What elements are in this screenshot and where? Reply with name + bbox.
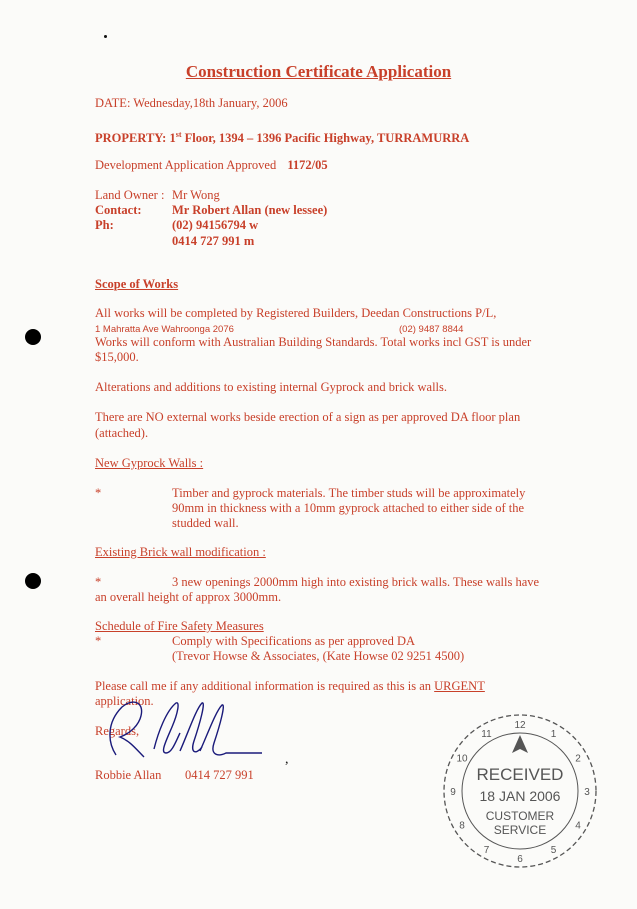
stamp-hour-8: 8 — [459, 820, 465, 832]
date-line: DATE: Wednesday,18th January, 2006 — [95, 96, 288, 110]
scope-line-4a: There are NO external works beside erection of a sign as per approved DA floor plan — [95, 410, 521, 424]
stamp-hour-7: 7 — [483, 845, 490, 856]
owner-value: Mr Wong — [172, 188, 220, 202]
da-line — [95, 158, 328, 173]
arrow-icon — [512, 735, 528, 753]
stamp-dept-2: SERVICE — [493, 823, 547, 837]
stamp-hour-10: 10 — [456, 753, 468, 765]
stamp-hour-4: 4 — [575, 820, 581, 832]
builder-address: 1 Mahratta Ave Wahroonga 2076 — [95, 324, 234, 335]
stamp-hour-11: 11 — [481, 729, 492, 740]
contact-label: Contact: — [95, 203, 142, 217]
stamp-hour-1: 1 — [550, 729, 557, 740]
closing-line-1 — [95, 679, 485, 694]
phone-label: Ph: — [95, 218, 114, 232]
fire-heading: Schedule of Fire Safety Measures — [95, 619, 264, 633]
property-rest: Floor, 1394 – 1396 Pacific Highway, TURRAMURRA — [181, 131, 470, 146]
brick-line-1: 3 new openings 2000mm high into existing brick walls. These walls have — [172, 575, 540, 589]
contact-value: Mr Robert Allan (new lessee) — [172, 203, 328, 217]
gyprock-line-2: 90mm in thickness with a 10mm gyprock attached to either side of the — [172, 501, 525, 515]
stamp-hour-6: 6 — [517, 854, 523, 865]
stamp-dept-1: CUSTOMER — [485, 809, 555, 823]
builder-phone: (02) 9487 8844 — [399, 324, 464, 335]
signer-phone: 0414 727 991 — [185, 768, 254, 782]
document-title: Construction Certificate Application — [185, 62, 452, 81]
received-stamp — [440, 711, 600, 871]
da-label: Development Application Approved — [95, 158, 277, 172]
property-line — [95, 127, 469, 146]
gyprock-line-3: studded wall. — [172, 516, 239, 530]
stamp-date: 18 JAN 2006 — [479, 788, 561, 804]
phone-value-1: (02) 94156794 w — [172, 218, 259, 232]
scope-line-1: All works will be completed by Registered Builders, Deedan Constructions P/L, — [95, 306, 497, 320]
scope-line-2a: Works will conform with Australian Building Standards. Total works incl GST is under — [95, 335, 532, 349]
phone-value-2: 0414 727 991 m — [172, 234, 255, 248]
stamp-hour-5: 5 — [550, 845, 557, 856]
punch-hole — [25, 329, 41, 345]
punch-hole — [25, 573, 41, 589]
owner-label: Land Owner : — [95, 188, 165, 202]
property-sup: st — [175, 130, 182, 139]
stamp-received: RECEIVED — [476, 765, 564, 784]
regards-text: Regards, — [95, 724, 140, 738]
scope-heading: Scope of Works — [95, 277, 179, 291]
scope-line-2b: $15,000. — [95, 350, 139, 364]
fire-line-2: (Trevor Howse & Associates, (Kate Howse 02 9251 4500) — [172, 649, 465, 663]
closing-line-2: application. — [95, 694, 154, 708]
gyprock-heading: New Gyprock Walls : — [95, 456, 204, 470]
brick-line-2: an overall height of approx 3000mm. — [95, 590, 282, 604]
brick-heading: Existing Brick wall modification : — [95, 545, 266, 559]
closing-text: Please call me if any additional information is required as this is an — [95, 679, 435, 693]
speck — [104, 35, 107, 38]
scope-line-3: Alterations and additions to existing internal Gyprock and brick walls. — [95, 380, 448, 394]
signature — [96, 693, 266, 765]
fire-line-1: Comply with Specifications as per approved DA — [172, 634, 416, 648]
stamp-hour-9: 9 — [450, 787, 456, 798]
gyprock-line-1: Timber and gyprock materials. The timber studs will be approximately — [172, 486, 526, 500]
urgent-text: URGENT — [434, 679, 485, 693]
gyprock-bullet: * — [95, 486, 102, 500]
comma-mark: , — [285, 752, 289, 767]
property-prefix: PROPERTY: 1 — [95, 131, 176, 146]
fire-bullet: * — [95, 634, 102, 648]
stamp-hour-2: 2 — [575, 753, 581, 765]
scope-line-4b: (attached). — [95, 426, 149, 440]
signer-name: Robbie Allan — [95, 768, 162, 782]
da-number: 1172/05 — [287, 158, 328, 172]
stamp-hour-12: 12 — [514, 720, 526, 731]
brick-bullet: * — [95, 575, 102, 589]
stamp-hour-3: 3 — [584, 787, 590, 798]
